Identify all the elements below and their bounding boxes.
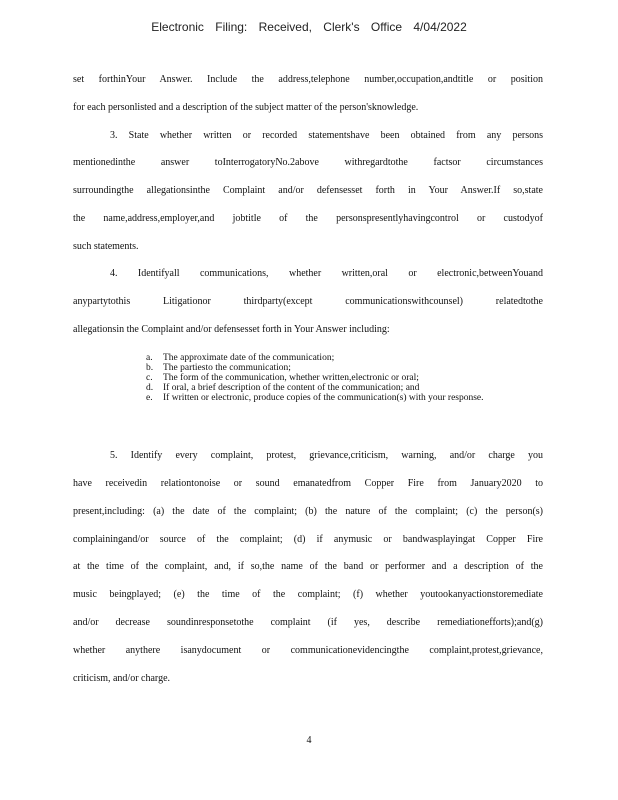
- paragraph-line: set forthinYour Answer. Include the address,telephone number,occupation,andtitle or position: [73, 74, 543, 85]
- list-marker: d.: [146, 383, 154, 393]
- list-item-text: The form of the communication, whether written,electronic or oral;: [163, 373, 419, 383]
- list-item: [146, 383, 526, 393]
- paragraph-line: the name,address,employer,and jobtitle of the personspresentlyhavingcontrol or custodyof: [73, 213, 543, 224]
- list-marker: e.: [146, 393, 153, 403]
- paragraph-line: at the time of the complaint, and, if so,the name of the band or performer and a description of the: [73, 561, 543, 572]
- list-marker: c.: [146, 373, 153, 383]
- list-marker: b.: [146, 363, 154, 373]
- paragraph-line: mentionedinthe answer toInterrogatoryNo.2above withregardtothe factsor circumstances: [73, 157, 543, 168]
- page-number: 4: [306, 735, 312, 746]
- paragraph-line: complainingand/or source of the complaint; (d) if anymusic or bandwasplayingat Copper Fire: [73, 534, 543, 545]
- interrogatory-3-line: 3. State whether written or recorded statementshave been obtained from any persons: [110, 130, 543, 141]
- list-item: [146, 393, 526, 403]
- paragraph-line: whether anythere isanydocument or communicationevidencingthe complaint,protest,grievance,: [73, 645, 543, 656]
- list-marker: a.: [146, 353, 153, 363]
- list-item-text: If written or electronic, produce copies of the communication(s) with your response.: [163, 393, 484, 403]
- interrogatory-5-line: 5. Identify every complaint, protest, grievance,criticism, warning, and/or charge you: [110, 450, 543, 461]
- paragraph-line: criticism, and/or charge.: [73, 673, 171, 684]
- list-item-text: If oral, a brief description of the content of the communication; and: [163, 383, 420, 393]
- paragraph-line: anypartytothis Litigationor thirdparty(except communicationswithcounsel) relatedtothe: [73, 296, 543, 307]
- paragraph-line: allegationsin the Complaint and/or defensesset forth in Your Answer including:: [73, 324, 390, 335]
- list-item: [146, 373, 526, 383]
- list-item-text: The partiesto the communication;: [163, 363, 291, 373]
- paragraph-line: present,including: (a) the date of the complaint; (b) the nature of the complaint; (c) the person(s): [73, 506, 543, 517]
- paragraph-line: music beingplayed; (e) the time of the complaint; (f) whether youtookanyactionstoremediate: [73, 589, 543, 600]
- paragraph-line: have receivedin relationtonoise or sound emanatedfrom Copper Fire from January2020 to: [73, 478, 543, 489]
- interrogatory-4-line: 4. Identifyall communications, whether written,oral or electronic,betweenYouand: [110, 268, 543, 279]
- paragraph-line: such statements.: [73, 241, 139, 252]
- list-item-text: The approximate date of the communication;: [163, 353, 335, 363]
- list-item: [146, 353, 526, 363]
- filing-header: Electronic Filing: Received, Clerk's Office 4/04/2022: [151, 20, 467, 34]
- paragraph-line: and/or decrease soundinresponsetothe complaint (if yes, describe remediationefforts);and(g): [73, 617, 543, 628]
- list-item: [146, 363, 526, 373]
- communication-detail-list: [146, 353, 526, 403]
- paragraph-line: surroundingthe allegationsinthe Complaint and/or defensesset forth in Your Answer.If so,state: [73, 185, 543, 196]
- paragraph-line: for each personlisted and a description of the subject matter of the person'sknowledge.: [73, 102, 419, 113]
